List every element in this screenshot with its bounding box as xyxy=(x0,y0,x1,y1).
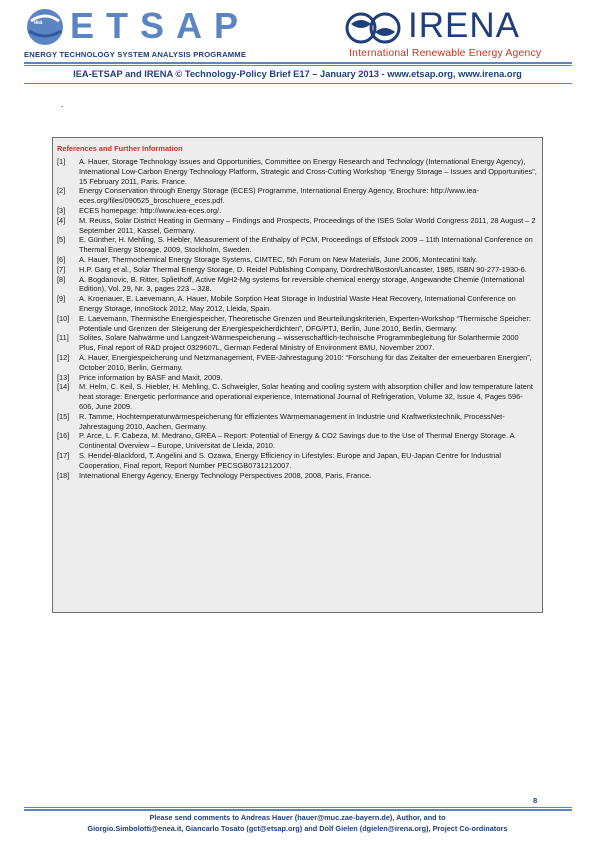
reference-text: Price information by BASF and Maxit, 2009. xyxy=(79,372,223,382)
reference-text: Energy Conservation through Energy Storage (ECES) Programme, International Energy Agency, Brochure: http://www.iea-eces.org/files/090525_broschuere_eces.pdf. xyxy=(79,186,479,206)
reference-text: S. Hendel-Blackford, T. Angelini and S. Ozawa, Energy Efficiency in Lifestyles: Europe and Japan, EU-Japan Centre for Industrial Cooperation, Final report, Report Number PECSGB0731212007. xyxy=(79,450,502,470)
iea-logo-text: iea xyxy=(34,20,43,26)
reference-text: M. Helm, C. Keil, S. Hiebler, H. Mehling, C. Schweigler, Solar heating and cooling system with absorption chiller and low temperature latent heat storage: Energetic performance and operational experience, International Journal of Refrigeration, Volume 32, Issue 4, Pages 596-606, June 2009. xyxy=(79,382,533,411)
reference-item xyxy=(57,157,537,186)
irena-subtitle: International Renewable Energy Agency xyxy=(349,48,542,59)
reference-item xyxy=(57,275,537,295)
reference-item xyxy=(57,255,537,265)
reference-number: [1] xyxy=(57,157,66,166)
reference-item xyxy=(57,412,537,432)
reference-text: A. Hauer, Thermochemical Energy Storage Systems, CIMTEC, 5th Forum on New Materials, June 2006, Montecatini Italy. xyxy=(79,254,478,264)
reference-item xyxy=(57,333,537,353)
reference-number: [17] xyxy=(57,450,70,460)
page-number: 8 xyxy=(533,796,538,805)
reference-text: A. Bogdanovic, B. Ritter, Spliethoff, Active MgH2-Mg systems for reversible chemical energy storage, Angewandte Chemie (International Edition), Vol. 29, Nr. 3, pages 223 – 328. xyxy=(79,274,525,294)
reference-item xyxy=(57,265,537,275)
reference-number: [5] xyxy=(57,235,66,245)
reference-number: [10] xyxy=(57,313,70,323)
reference-number: [3] xyxy=(57,205,66,215)
reference-item xyxy=(57,382,537,411)
reference-item xyxy=(57,471,537,481)
reference-item xyxy=(57,431,537,451)
reference-number: [7] xyxy=(57,264,66,274)
stray-dot: . xyxy=(61,99,64,109)
reference-text: A. Hauer, Storage Technology Issues and Opportunities, Committee on Energy Research and Technology (International Energy Agency), International Low-Carbon Energy Technology Platform, Strategic and Cross-Cutting Workshop “Energy Storage – Issues and Opportunities”, 15 February 2011, Paris. France. xyxy=(79,157,537,186)
footer-coordinators-line: Giorgio.Simbolotti@enea.it, Giancarlo Tosato (gct@etsap.org) and Dolf Gielen (dgielen@irena.org), Project Co-ordinators xyxy=(87,824,508,833)
reference-text: M. Reuss, Solar District Heating in Germany – Findings and Prospects, Proceedings of the ISES Solar World Congress 2011, 28 August – 2 September 2011, Kassel, Germany. xyxy=(79,215,536,235)
reference-number: [6] xyxy=(57,254,66,264)
reference-item xyxy=(57,373,537,383)
reference-item xyxy=(57,235,537,255)
header-rule-thin xyxy=(24,65,572,66)
etsap-title: ETSAP xyxy=(70,5,251,46)
brief-title-line: IEA-ETSAP and IRENA © Technology-Policy Brief E17 – January 2013 - www.etsap.org, www.irena.org xyxy=(73,69,522,79)
reference-number: [18] xyxy=(57,470,70,480)
reference-number: [13] xyxy=(57,372,70,382)
header-rule-bottom xyxy=(24,83,572,84)
iea-logo-icon xyxy=(25,7,65,47)
references-title: References and Further Information xyxy=(57,144,183,153)
reference-item xyxy=(57,216,537,236)
footer-rule-thin xyxy=(24,807,572,808)
header-rule xyxy=(24,62,572,64)
reference-text: H.P. Garg et al., Solar Thermal Energy Storage, D. Reidel Publishing Company, Dordrecht/Boston/Lancaster, 1985, ISBN 90-277-1930-6. xyxy=(79,264,527,274)
reference-number: [8] xyxy=(57,274,66,284)
reference-number: [11] xyxy=(57,333,69,343)
reference-text: R. Tamme, Hochtemperaturwärmespeicherung für effizientes Wärmemanagement in Industrie und Kraftwerkstechnik, ProcessNet-Jahrestagung 2010, Aachen, Germany. xyxy=(79,411,505,431)
reference-item xyxy=(57,451,537,471)
reference-item xyxy=(57,353,537,373)
reference-number: [16] xyxy=(57,431,70,441)
etsap-subtitle: ENERGY TECHNOLOGY SYSTEM ANALYSIS PROGRAMME xyxy=(24,50,247,59)
reference-text: International Energy Agency, Energy Technology Perspectives 2008, 2008, Paris, France. xyxy=(79,470,372,480)
irena-globe-icon xyxy=(345,12,405,44)
reference-item xyxy=(57,206,537,216)
reference-text: E. Laevemann, Thermische Energiespeicher, Theoretische Grenzen und Beurteilungskriterien, Experten-Workshop “Thermische Speicher: Potentiale und Grenzen der Steigerung der Energiespeicherdichten”, DFG/PTJ, Berlin, June 2010, Berlin, Germany. xyxy=(79,313,531,333)
reference-item xyxy=(57,294,537,314)
reference-text: ECES homepage: http://www.iea-eces.org/. xyxy=(79,205,222,215)
reference-number: [12] xyxy=(57,352,70,362)
references-list xyxy=(57,157,537,480)
reference-text: Solites, Solare Nahwärme und Langzeit-Wärmespeicherung – wissenschaftlich-technische Programmbegleitung für Solarthermie 2000 Plus, Final report of R&D project 0329607L, German Federal Ministry of Environment BMU, November 2007. xyxy=(79,333,519,353)
reference-text: P. Arce, L. F. Cabeza, M. Medrano, GREA – Report: Potential of Energy & CO2 Savings due to the Use of Thermal Energy Storage. A Continental Overview – Europe, Universitat de Lleida, 2010. xyxy=(79,431,515,451)
reference-text: E. Günther, H. Mehling, S. Hiebler, Measurement of the Enthalpy of PCM, Proceedings of Effstock 2009 – 11th International Conference on Thermal Energy Storage, 2009, Stockholm, Sweden. xyxy=(79,235,533,255)
reference-number: [4] xyxy=(57,215,66,225)
irena-title: IRENA xyxy=(408,6,520,45)
reference-item xyxy=(57,314,537,334)
reference-number: [14] xyxy=(57,382,70,392)
reference-number: [9] xyxy=(57,294,66,304)
reference-number: [15] xyxy=(57,411,70,421)
reference-item xyxy=(57,186,537,206)
reference-number: [2] xyxy=(57,186,66,196)
reference-text: A. Hauer, Energiespeicherung und Netzmanagement, FVEE-Jahrestagung 2010: “Forschung für das Zeitalter der erneuerbaren Energien”, October 2010, Berlin, Germany. xyxy=(79,352,532,372)
footer-rule xyxy=(24,809,572,811)
footer-comments-line: Please send comments to Andreas Hauer (hauer@muc.zae-bayern.de), Author, and to xyxy=(149,813,446,822)
reference-text: A. Kroenauer, E. Laevemann, A. Hauer, Mobile Sorption Heat Storage in Industrial Waste Heat Recovery, International Conference on Energy Storage, InnoStock 2012, May 2012, Lleida, Spain. xyxy=(79,294,516,313)
